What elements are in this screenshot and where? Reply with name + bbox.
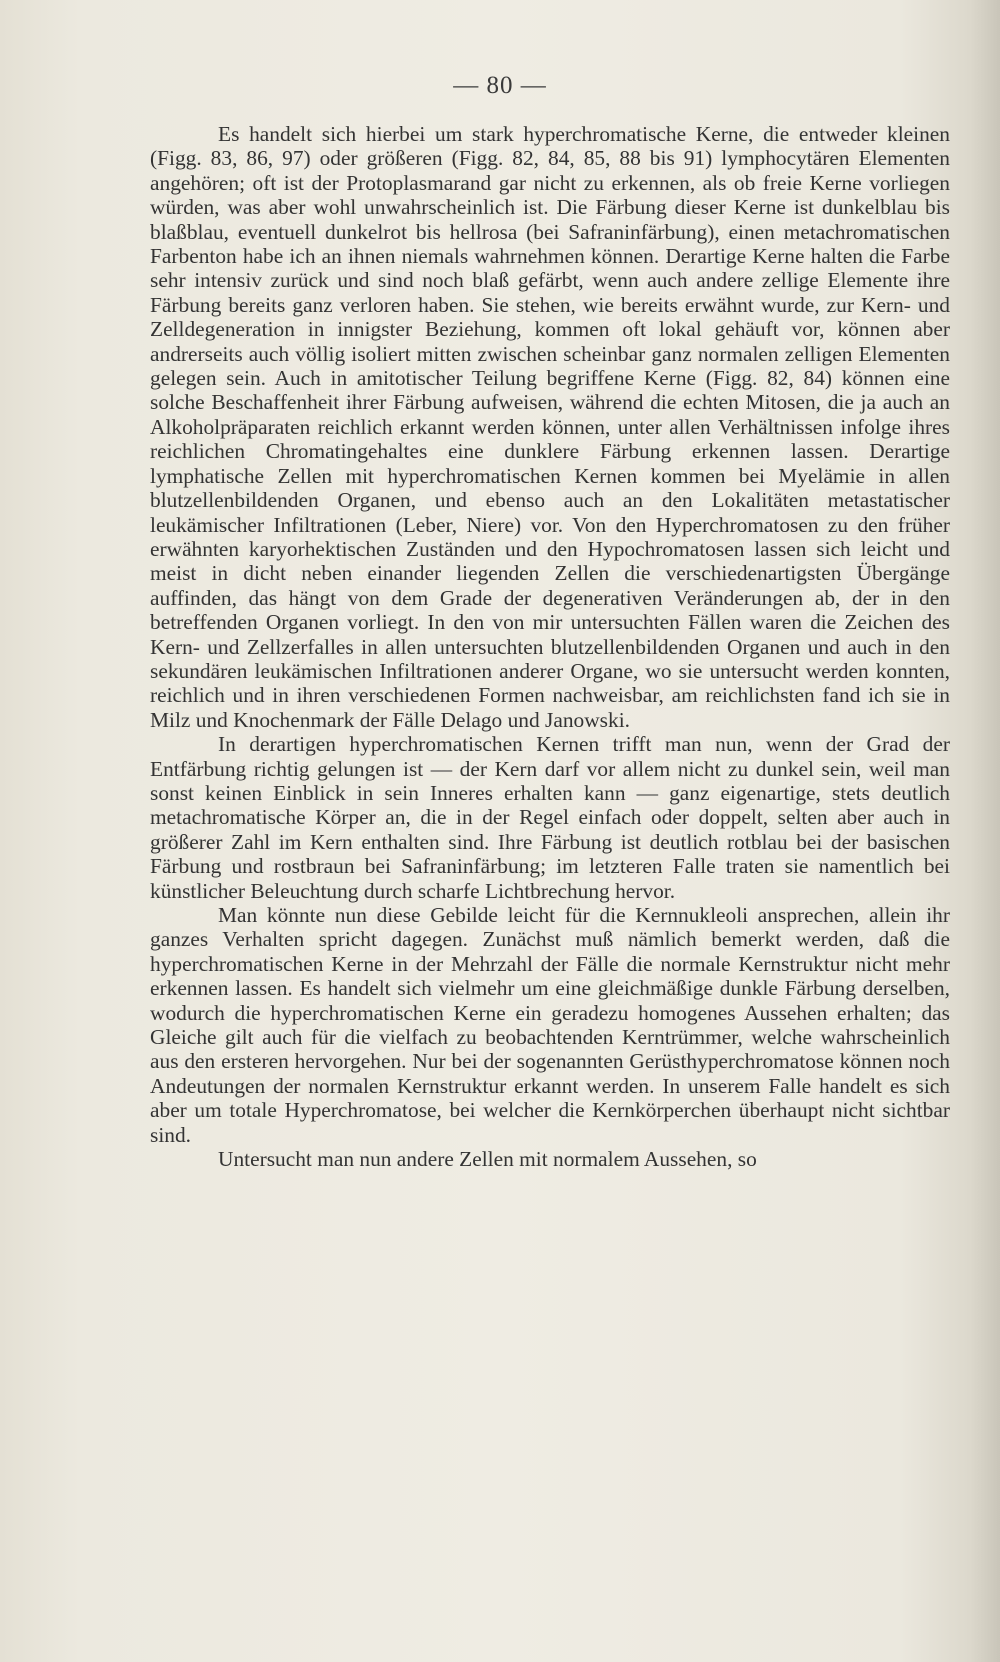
paragraph-4: Untersucht man nun andere Zellen mit normalem Aussehen, so (218, 1147, 757, 1172)
body-text (150, 122, 950, 1171)
paragraph-1: Es handelt sich hierbei um stark hyperchromatische Kerne, die entweder kleinen (Figg. 83, 86, 97) oder größeren (Figg. 82, 84, 85, 88 bis 91) lymphocytären Elementen angehören; oft ist der Protoplasmarand gar nicht zu erkennen, als ob freie Kerne vorliegen würden, was aber wohl unwahrscheinlich ist. Die Färbung dieser Kerne ist dunkelblau bis blaßblau, eventuell dunkelrot bis hellrosa (bei Safraninfärbung), einen metachromatischen Farbenton habe ich an ihnen niemals wahrnehmen können. Derartige Kerne halten die Farbe sehr intensiv zurück und sind noch blaß gefärbt, wenn auch andere zellige Elemente ihre Färbung bereits ganz verloren haben. Sie stehen, wie bereits erwähnt wurde, zur Kern- und Zelldegeneration in innigster Beziehung, kommen oft lokal gehäuft vor, können aber andrerseits auch völlig isoliert mitten zwischen scheinbar ganz normalen zelligen Elementen gelegen sein. Auch in amitotischer Teilung begriffene Kerne (Figg. 82, 84) können eine solche Beschaffenheit ihrer Färbung aufweisen, während die echten Mitosen, die ja auch an Alkoholpräparaten reichlich erkannt werden können, unter allen Verhältnissen infolge ihres reichlichen Chromatingehaltes eine dunklere Färbung erkennen lassen. Derartige lymphatische Zellen mit hyperchromatischen Kernen kommen bei Myelämie in allen blutzellenbildenden Organen, und ebenso auch an den Lokalitäten metastatischer leukämischer Infiltrationen (Leber, Niere) vor. Von den Hyperchromatosen zu den früher erwähnten karyorhektischen Zuständen und den Hypochromatosen lassen sich leicht und meist in dicht neben einander liegenden Zellen die verschiedenartigsten Übergänge auffinden, das hängt von dem Grade der degenerativen Veränderungen ab, der in den betreffenden Organen vorliegt. In den von mir untersuchten Fällen waren die Zeichen des Kern- und Zellzerfalles in allen untersuchten blutzellenbildenden Organen und auch in den sekundären leukämischen Infiltrationen anderer Organe, wo sie untersucht werden konnten, reichlich und in ihren verschiedenen Formen nachweisbar, am reichlichsten fand ich sie in Milz und Knochenmark der Fälle Delago und Janowski. (150, 122, 950, 732)
paragraph-3: Man könnte nun diese Gebilde leicht für die Kernnukleoli ansprechen, allein ihr ganzes Verhalten spricht dagegen. Zunächst muß nämlich bemerkt werden, daß die hyperchromatischen Kerne in der Mehrzahl der Fälle die normale Kernstruktur nicht mehr erkennen lassen. Es handelt sich vielmehr um eine gleichmäßige dunkle Färbung derselben, wodurch die hyperchromatischen Kerne ein geradezu homogenes Aussehen erhalten; das Gleiche gilt auch für die vielfach zu beobachtenden Kerntrümmer, welche wahrscheinlich aus den ersteren hervorgehen. Nur bei der sogenannten Gerüsthyperchromatose können noch Andeutungen der normalen Kernstruktur erkannt werden. In unserem Falle handelt es sich aber um totale Hyperchromatose, bei welcher die Kernkörperchen überhaupt nicht sichtbar sind. (150, 903, 950, 1147)
page-number: — 80 — (453, 72, 547, 99)
paragraph-2: In derartigen hyperchromatischen Kernen trifft man nun, wenn der Grad der Entfärbung richtig gelungen ist — der Kern darf vor allem nicht zu dunkel sein, weil man sonst keinen Einblick in sein Inneres erhalten kann — ganz eigenartige, stets deutlich metachromatische Körper an, die in der Regel einfach oder doppelt, selten aber auch in größerer Zahl im Kern enthalten sind. Ihre Färbung ist deutlich rotblau bei der basischen Färbung und rostbraun bei Safraninfärbung; im letzteren Falle traten sie namentlich bei künstlicher Beleuchtung durch scharfe Lichtbrechung hervor. (150, 732, 950, 903)
